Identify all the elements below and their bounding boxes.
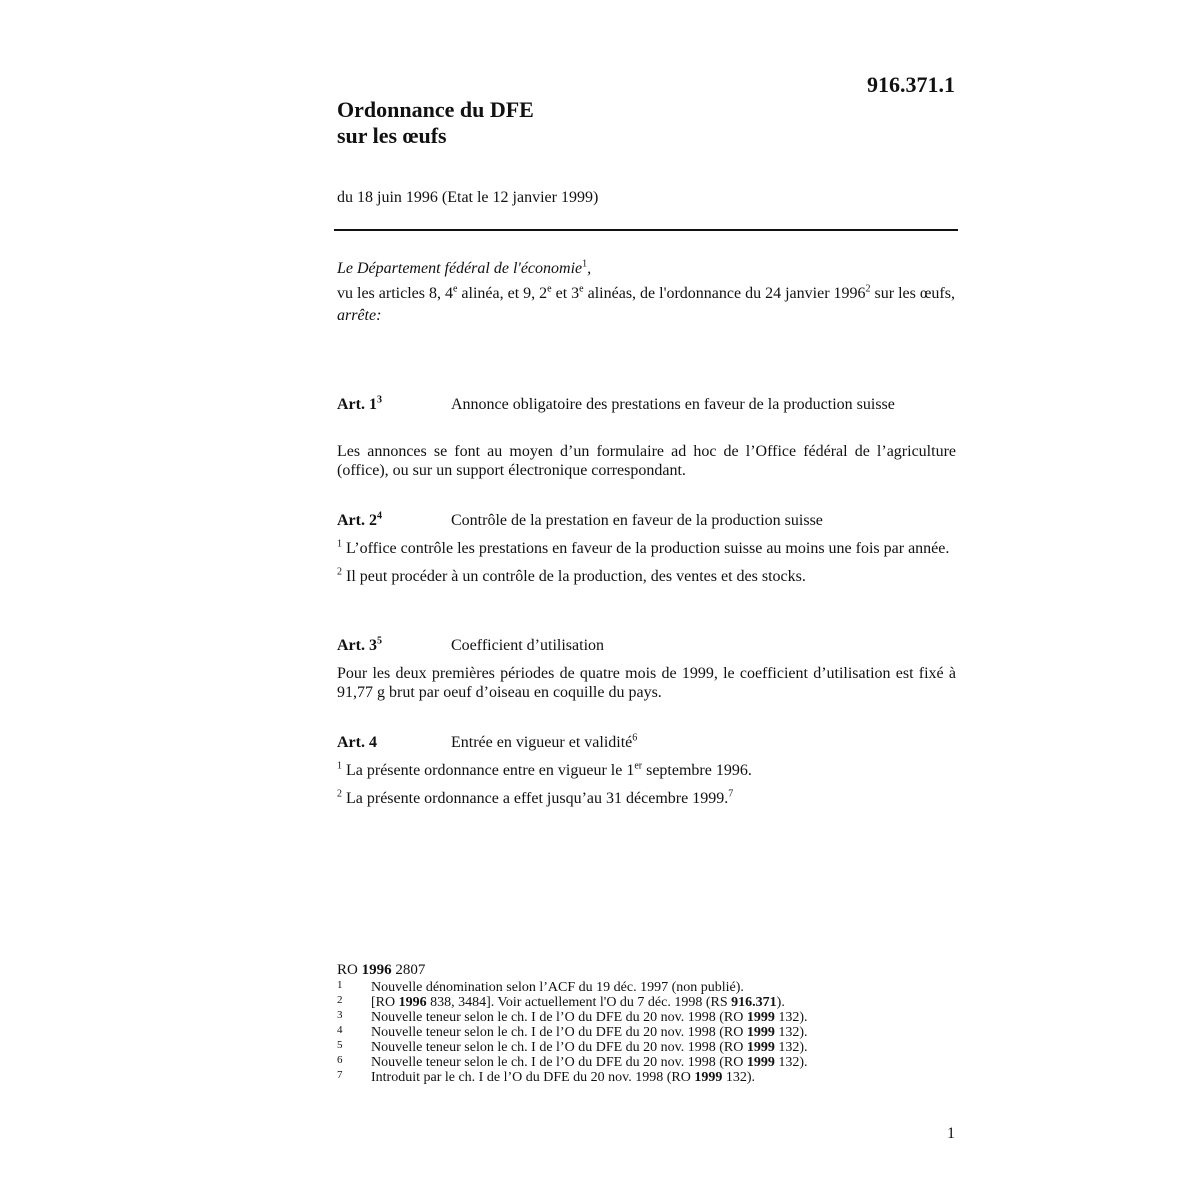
footnote-number: 1: [337, 979, 343, 991]
article-4: [337, 733, 956, 817]
document-title: [337, 97, 534, 149]
article-paragraph: [337, 567, 956, 586]
ro-prefix: RO: [337, 962, 362, 978]
footnote-item: [337, 1040, 957, 1055]
footnote-item: [337, 1055, 957, 1070]
paragraph-text: L’office contrôle les prestations en faveur de la production suisse au moins une fois par année.: [342, 540, 950, 557]
footnote-item: [337, 1010, 957, 1025]
page-number: 1: [947, 1125, 955, 1142]
footnote-text: 1999: [746, 1025, 775, 1040]
footnote-ref: 1: [582, 258, 588, 270]
footnote-item: [337, 1025, 957, 1040]
footnote-text: 1999: [746, 1055, 775, 1070]
footnote-ref: 6: [632, 732, 638, 744]
footnote-text: 1999: [746, 1010, 775, 1025]
footnote-number: 6: [337, 1054, 343, 1066]
article-paragraph: Pour les deux premières périodes de quatre mois de 1999, le coefficient d’utilisation est fixé à 91,77 g brut par oeuf d’oiseau en coquille du pays.: [337, 665, 956, 701]
article-paragraph: [337, 789, 956, 808]
basis-text: sur les œufs,: [870, 285, 955, 302]
footnote-number: 3: [337, 1009, 343, 1021]
footnote-text: 838, 3484]. Voir actuellement l'O du 7 déc. 1998 (RS: [426, 995, 732, 1010]
date-status-line: du 18 juin 1996 (Etat le 12 janvier 1999): [337, 189, 599, 206]
footnote-number: 7: [337, 1069, 343, 1081]
footnote-item: [337, 1070, 957, 1085]
footnote-text: 1999: [694, 1070, 723, 1085]
basis-text: et 3: [551, 285, 580, 302]
article-1: [337, 395, 956, 489]
title-line-2: sur les œufs: [337, 123, 447, 148]
footnote-text: 1996: [398, 995, 427, 1010]
article-title: Annonce obligatoire des prestations en faveur de la production suisse: [451, 396, 895, 413]
footnote-text: Nouvelle teneur selon le ch. I de l’O du DFE du 20 nov. 1998 (RO: [371, 1010, 747, 1025]
article-heading: [337, 511, 956, 530]
ro-page: 2807: [391, 962, 426, 978]
footnote-ref: 7: [728, 788, 734, 800]
footnote-list: [337, 980, 957, 1085]
preamble: [337, 259, 957, 331]
article-heading: [337, 636, 956, 655]
basis-text: vu les articles 8, 4: [337, 285, 453, 302]
article-title: [451, 733, 921, 752]
footnote-text: 132).: [722, 1070, 756, 1085]
ro-reference: [337, 963, 957, 978]
footnote-text: Nouvelle teneur selon le ch. I de l’O du DFE du 20 nov. 1998 (RO: [371, 1025, 747, 1040]
article-title: Coefficient d’utilisation: [451, 637, 605, 654]
ordinal-sup: e: [452, 283, 458, 295]
footnote-item: [337, 980, 957, 995]
ordinal-sup: e: [547, 283, 552, 295]
ordinal-sup: er: [634, 760, 643, 772]
paragraph-number: 1: [337, 760, 342, 772]
preamble-authority: [337, 259, 957, 278]
article-label-text: Art. 3: [337, 637, 377, 654]
article-label-text: Art. 1: [337, 396, 377, 413]
authority-punct: ,: [587, 260, 592, 277]
footnote-number: 4: [337, 1024, 343, 1036]
paragraph-number: 2: [337, 788, 342, 800]
footnote-text: ).: [776, 995, 785, 1010]
footnote-ref: 3: [376, 394, 382, 406]
ordinal-sup: e: [579, 283, 584, 295]
footnote-text: 916.371: [731, 995, 777, 1010]
basis-text: alinéas, de l'ordonnance du 24 janvier 1996: [583, 285, 866, 302]
title-line-1: Ordonnance du DFE: [337, 97, 534, 122]
preamble-legal-basis: [337, 284, 957, 303]
article-label-text: Art. 2: [337, 512, 377, 529]
article-paragraph: [337, 539, 956, 558]
article-heading: [337, 395, 956, 433]
systematic-number: 916.371.1: [867, 72, 955, 97]
footnote-text: 132).: [774, 1025, 808, 1040]
header-divider: [334, 229, 958, 231]
article-paragraph: [337, 761, 956, 780]
footnote-text: 1999: [746, 1040, 775, 1055]
paragraph-text: Il peut procéder à un contrôle de la production, des ventes et des stocks.: [342, 568, 806, 585]
footnote-text: Introduit par le ch. I de l’O du DFE du 20 nov. 1998 (RO: [371, 1070, 695, 1085]
article-paragraph: Les annonces se font au moyen d’un formulaire ad hoc de l’Office fédéral de l’agriculture (office), ou sur un support électronique correspondant.: [337, 443, 956, 479]
footnote-text: [RO: [371, 995, 399, 1010]
preamble-decree: arrête:: [337, 307, 382, 324]
footnote-text: Nouvelle dénomination selon l’ACF du 19 déc. 1997 (non publié).: [371, 980, 744, 995]
authority-text: Le Département fédéral de l'économie: [337, 260, 583, 277]
article-label: [337, 636, 382, 655]
article-heading: [337, 733, 956, 752]
footnote-text: Nouvelle teneur selon le ch. I de l’O du DFE du 20 nov. 1998 (RO: [371, 1055, 747, 1070]
article-label: [337, 511, 382, 530]
footnote-ref: 5: [376, 635, 382, 647]
paragraph-text: La présente ordonnance a effet jusqu’au 31 décembre 1999.: [342, 790, 729, 807]
article-3: [337, 636, 956, 711]
footnote-ref: 2: [865, 283, 871, 295]
footnotes: [337, 963, 957, 1085]
paragraph-text: septembre 1996.: [642, 762, 752, 779]
footnote-text: 132).: [774, 1055, 808, 1070]
article-label: [337, 395, 382, 414]
article-title: Contrôle de la prestation en faveur de la production suisse: [451, 512, 823, 529]
paragraph-number: 1: [337, 538, 342, 550]
article-title-text: Entrée en vigueur et validité: [451, 734, 633, 751]
footnote-item: [337, 995, 957, 1010]
footnote-number: 5: [337, 1039, 343, 1051]
article-2: [337, 511, 956, 595]
article-label: Art. 4: [337, 734, 377, 751]
paragraph-text: La présente ordonnance entre en vigueur le 1: [342, 762, 635, 779]
footnote-ref: 4: [376, 510, 382, 522]
ro-year: 1996: [361, 962, 392, 978]
footnote-number: 2: [337, 994, 343, 1006]
footnote-text: 132).: [774, 1040, 808, 1055]
basis-text: alinéa, et 9, 2: [457, 285, 548, 302]
paragraph-number: 2: [337, 566, 342, 578]
footnote-text: 132).: [774, 1010, 808, 1025]
footnote-text: Nouvelle teneur selon le ch. I de l’O du DFE du 20 nov. 1998 (RO: [371, 1040, 747, 1055]
